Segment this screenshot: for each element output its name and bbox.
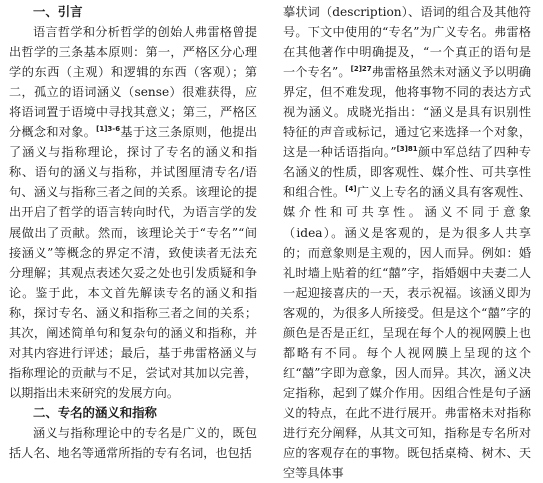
- citation-reference: [4]: [345, 185, 357, 194]
- continued-text-6: 广义上专名的涵义具有客观性、媒介性和可共享性。涵义不同于意象（idea）。涵义是客观的，是为很多人共享的；而意象则是主观的，因人而异。例如：婚礼时墙上贴着的红“囍”字，指婚姻中夫妻二人一起迎接喜庆的一天，表示祝福。该涵义即为客观的，为很多人所接受。但是这个“囍”字的颜色是否是正红，呈现在每个人的视网膜上也都略有不同。每个人视网膜上呈现的这个红“囍”字即为意象，因人而异。其次，涵义决定指称，起到了媒介作用。因组合性是句子涵义的特点，在此不进行展开。弗雷格未对指称进行充分阐释，从其文可知，指称是专名所对应的客观存在的事物。既包括桌椅、树木、天空等具体事: [283, 185, 532, 481]
- introduction-paragraph: [9, 22, 257, 403]
- left-column: [9, 2, 257, 463]
- citation-reference: [2]27: [350, 65, 372, 74]
- introduction-text-0: 语言哲学和分析哲学的创始人弗雷格曾提出哲学的三条基本原则：第一，严格区分心理学的东西（主观）和逻辑的东西（客观）；第二，孤立的语词涵义（sense）很难获得，应将语词置于语境中寻找其意义；第三，严格区分概念和对象。: [9, 25, 257, 140]
- proper-names-paragraph-continued: [283, 2, 531, 483]
- proper-names-paragraph: 涵义与指称理论中的专名是广义的，既包括人名、地名等通常所指的专有名词，也包括: [9, 425, 257, 461]
- introduction-text-2: 基于这三条原则，他提出了涵义与指称理论，探讨了专名的涵义和指称、语句的涵义与指称，并试图厘清专名/语句、涵义与指称三者之间的关系。该理论的提出开启了哲学的语言转向时代，为语言学的发展做出了贡献。然而，该理论关于“专名”“间接涵义”等概念的界定不清，致使读者无法充分理解；其观点表述欠妥之处也引发质疑和争论。鉴于此，本文首先解读专名的涵义和指称，探讨专名、涵义和指称三者之间的关系；其次，阐述简单句和复杂句的涵义和指称，并对其内容进行评述；最后，基于弗雷格涵义与指称理论的贡献与不足，尝试对其加以完善，以期指出未来研究的发展方向。: [9, 125, 258, 400]
- continued-text-2: 弗雷格虽然未对涵义予以明确界定，但不难发现，他将事物不同的表达方式视为涵义。成晓光指出：“涵义是具有识别性特征的声音或标记，通过它来选择一个对象，这是一种话语指向。”: [283, 65, 531, 160]
- continued-text-4: 颜中军总结了四种专名涵义的性质，即客观性、媒介性、可共享性和组合性。: [283, 145, 531, 200]
- citation-reference: [1]3-6: [96, 125, 121, 134]
- right-column: [283, 2, 531, 483]
- section-heading-proper-names: 二、专名的涵义和指称: [33, 404, 157, 420]
- continued-text-0: 摹状词（description）、语词的组合及其他符号。下文中使用的“专名”为广义专名。弗雷格在其他著作中明确提及，“一个真正的语句是一个专名”。: [283, 5, 531, 80]
- citation-reference: [3]81: [396, 145, 418, 154]
- section-heading-introduction: 一、引言: [33, 4, 83, 19]
